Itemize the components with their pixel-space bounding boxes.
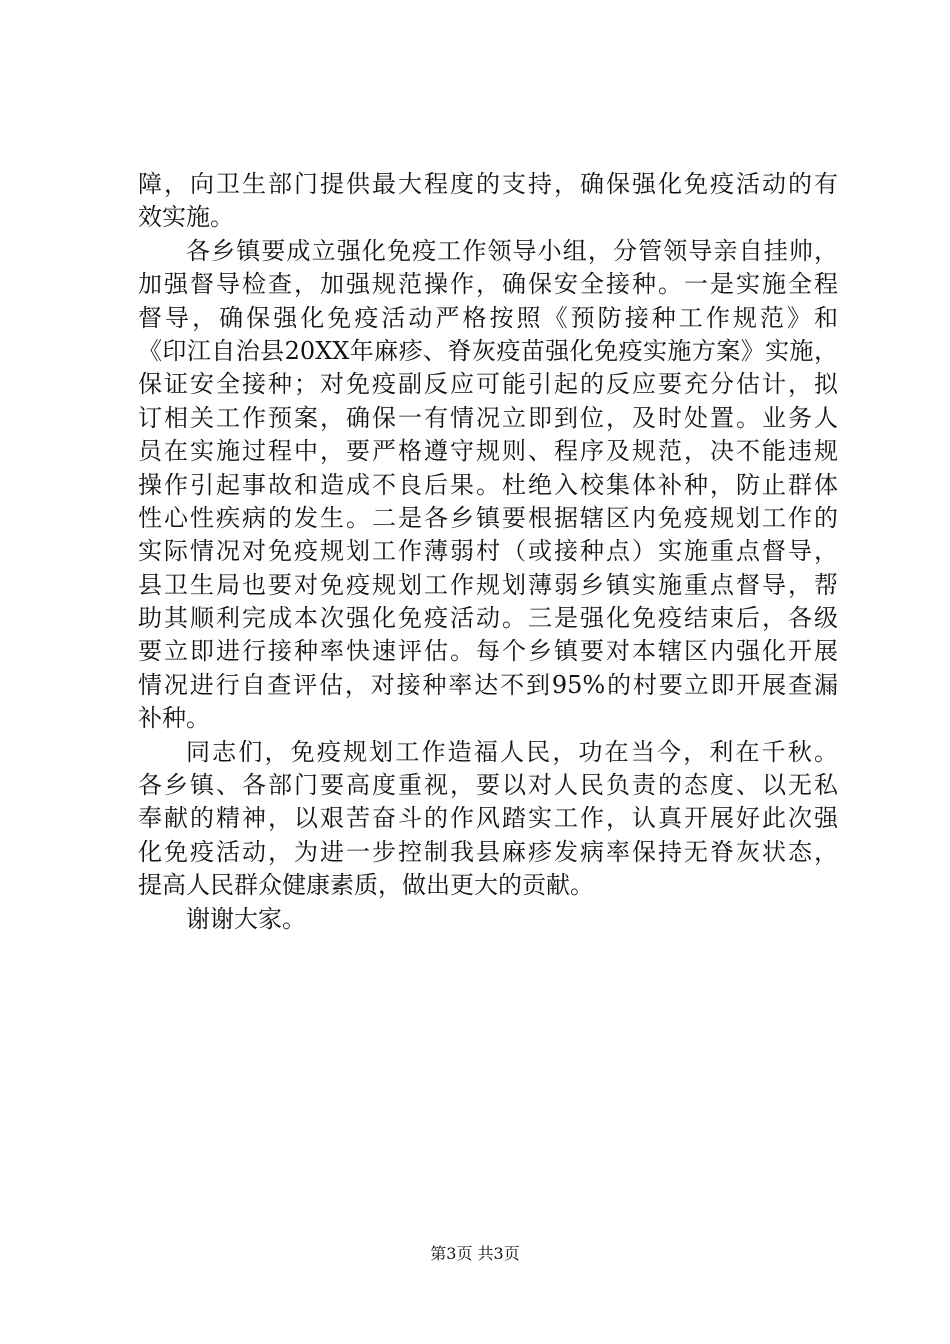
paragraph-line: 要立即进行接种率快速评估。每个乡镇要对本辖区内强化开展 bbox=[138, 637, 838, 666]
paragraph-line: 化免疫活动，为进一步控制我县麻疹发病率保持无脊灰状态， bbox=[138, 837, 838, 866]
paragraph-line: 情况进行自查评估，对接种率达不到95%的村要立即开展查漏 bbox=[138, 670, 838, 699]
paragraph-line: 同志们，免疫规划工作造福人民，功在当今，利在千秋。 bbox=[186, 737, 838, 766]
paragraph-line: 加强督导检查，加强规范操作，确保安全接种。一是实施全程 bbox=[138, 270, 838, 299]
paragraph-line: 谢谢大家。 bbox=[186, 904, 306, 933]
paragraph-line: 员在实施过程中，要严格遵守规则、程序及规范，决不能违规 bbox=[138, 437, 838, 466]
paragraph-line: 补种。 bbox=[138, 704, 210, 733]
paragraph-line: 各乡镇要成立强化免疫工作领导小组，分管领导亲自挂帅， bbox=[186, 236, 838, 265]
paragraph-line: 障，向卫生部门提供最大程度的支持，确保强化免疫活动的有 bbox=[138, 170, 838, 198]
paragraph-line: 县卫生局也要对免疫规划工作规划薄弱乡镇实施重点督导，帮 bbox=[138, 570, 838, 599]
paragraph-line: 《印江自治县20XX年麻疹、脊灰疫苗强化免疫实施方案》实施， bbox=[138, 336, 838, 365]
document-body bbox=[138, 168, 838, 936]
paragraph-line: 助其顺利完成本次强化免疫活动。三是强化免疫结束后，各级 bbox=[138, 604, 838, 633]
paragraph-line: 操作引起事故和造成不良后果。杜绝入校集体补种，防止群体 bbox=[138, 470, 838, 499]
paragraph-line: 保证安全接种；对免疫副反应可能引起的反应要充分估计，拟 bbox=[138, 370, 838, 399]
paragraph-line: 效实施。 bbox=[138, 203, 234, 232]
paragraph-line: 提高人民群众健康素质，做出更大的贡献。 bbox=[138, 871, 594, 900]
paragraph-line: 各乡镇、各部门要高度重视，要以对人民负责的态度、以无私 bbox=[138, 771, 838, 800]
paragraph-line: 实际情况对免疫规划工作薄弱村（或接种点）实施重点督导， bbox=[138, 537, 838, 566]
paragraph-line: 奉献的精神，以艰苦奋斗的作风踏实工作，认真开展好此次强 bbox=[138, 804, 838, 833]
paragraph-line: 性心性疾病的发生。二是各乡镇要根据辖区内免疫规划工作的 bbox=[138, 503, 838, 532]
page-number-footer: 第3页 共3页 bbox=[430, 1244, 520, 1263]
paragraph-line: 督导，确保强化免疫活动严格按照《预防接种工作规范》和 bbox=[138, 303, 838, 332]
paragraph-line: 订相关工作预案，确保一有情况立即到位，及时处置。业务人 bbox=[138, 403, 838, 432]
